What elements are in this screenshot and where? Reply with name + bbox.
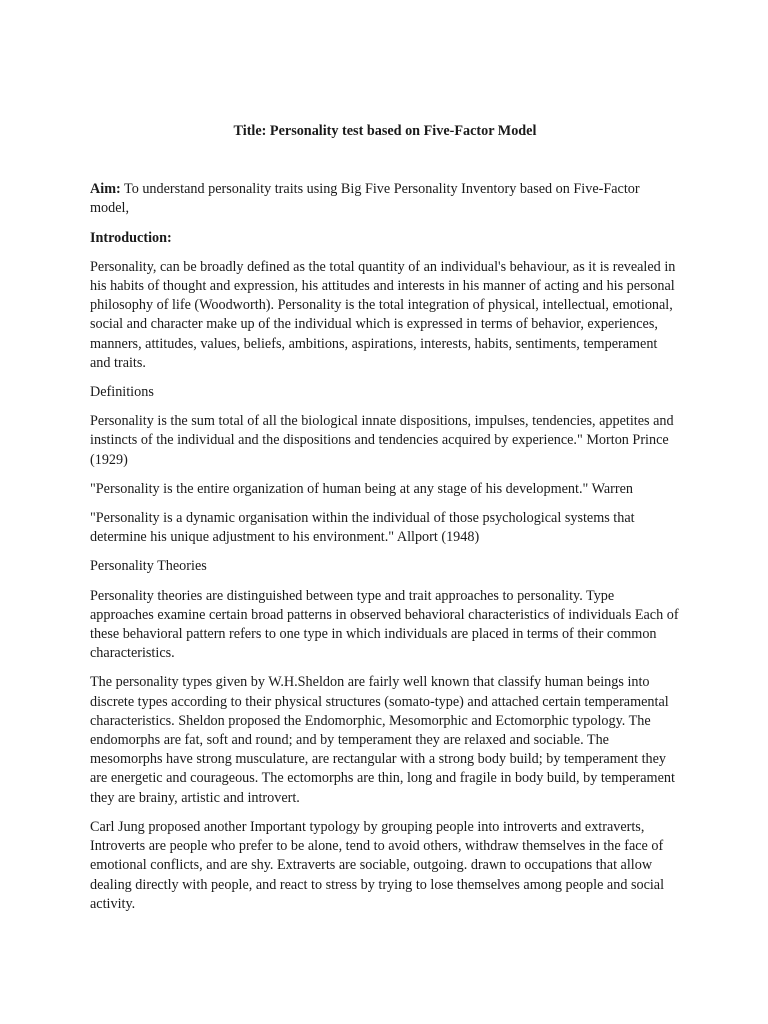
definitions-heading: Definitions — [90, 384, 154, 401]
definition-3: "Personality is a dynamic organisation within the individual of those psychological systems that determine his unique adjustment to his environment." Allport (1948) — [90, 510, 635, 546]
theories-heading: Personality Theories — [90, 558, 207, 575]
theories-paragraph-3: Carl Jung proposed another Important typology by grouping people into introverts and extraverts, Introverts are people who prefer to be alone, tend to avoid others, withdraw themselves in the face of emotional conflicts, and are shy. Extraverts are sociable, outgoing. drawn to occupations that allow dealing directly with people, and react to stress by trying to lose themselves among people and social activity. — [90, 818, 665, 912]
theories-paragraph-2: The personality types given by W.H.Sheldon are fairly well known that classify human beings into discrete types according to their physical structures (somato-type) and attached certain temperamental characteristics. Sheldon proposed the Endomorphic, Mesomorphic and Ectomorphic typology. The endomorphs are fat, soft and round; and by temperament they are relaxed and sociable. The mesomorphs have strong musculature, are rectangular with a strong body build; by temperament they are energetic and courageous. The ectomorphs are thin, long and fragile in body build, by temperament they are brainy, artistic and introvert. — [90, 674, 675, 806]
introduction-heading: Introduction: — [90, 229, 172, 246]
title-container — [90, 122, 680, 141]
document-title: Title: Personality test based on Five-Factor Model — [233, 123, 537, 139]
introduction-paragraph: Personality, can be broadly defined as the total quantity of an individual's behaviour, as it is revealed in his habits of thought and expression, his attitudes and interests in his manner of acting and his personal philosophy of life (Woodworth). Personality is the total integration of physical, intellectual, emotional, social and character make up of the individual which is expressed in terms of behavior, experiences, manners, attitudes, values, beliefs, ambitions, aspirations, interests, habits, sentiments, temperament and traits. — [90, 258, 676, 371]
aim-label: Aim: — [90, 181, 121, 198]
theories-paragraph-1: Personality theories are distinguished between type and trait approaches to personality. Type approaches examine certain broad patterns in observed behavioral characteristics of individuals Each of these behavioral pattern refers to one type in which individuals are placed in terms of their common characteristics. — [90, 587, 679, 662]
aim-paragraph — [90, 180, 680, 218]
definition-1: Personality is the sum total of all the biological innate dispositions, impulses, tendencies, appetites and instincts of the individual and the dispositions and tendencies acquired by experience." Morton Prince (1929) — [90, 413, 674, 468]
document-page — [90, 122, 680, 924]
aim-text: To understand personality traits using Big Five Personality Inventory based on Five-Factor model, — [90, 181, 640, 217]
definition-2: "Personality is the entire organization of human being at any stage of his development." Warren — [90, 480, 633, 497]
